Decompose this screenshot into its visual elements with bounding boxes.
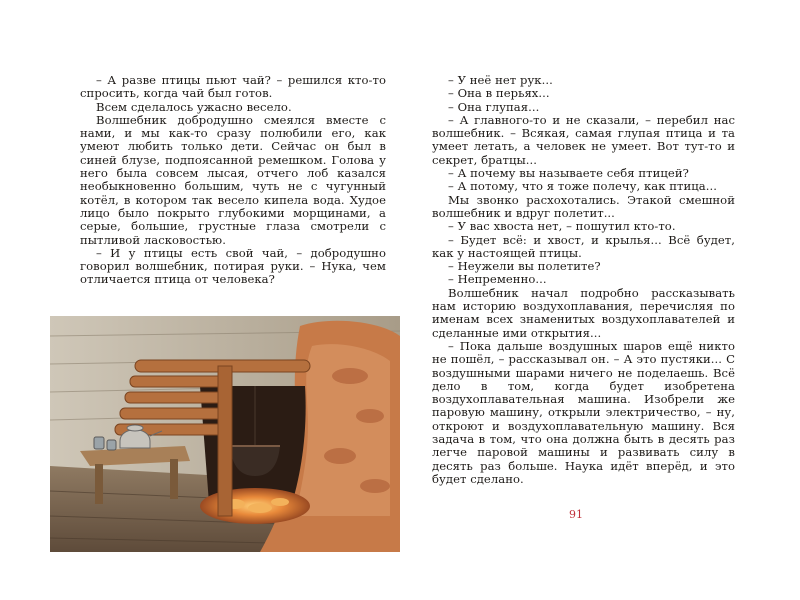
paragraph: – И у птицы есть свой чай, – добродушно говорил волшебник, потирая руки. – Нука, чем отличается птица от человека? [80,245,386,287]
page-number: 91 [569,508,583,521]
fireplace-illustration [50,316,400,552]
paragraph: Всем сделалось ужасно весело. [96,99,292,114]
paragraph: – У вас хвоста нет, – пошутил кто-то. [448,219,676,234]
paragraph: – А главного-то и не сказали, – перебил нас волшебник. – Всякая, самая глупая птица и та умеет летать, а человек не умеет. Вот тут-то и секрет, братцы... [432,112,735,167]
paragraph: Волшебник начал подробно рассказывать нам историю воздухоплавания, перечисляя по именам всех знаменитых воздухоплавателей и сделанные ими открытия... [432,285,735,340]
paragraph: – Неужели вы полетите? [448,259,601,274]
left-page [50,48,400,552]
paragraph: – Будет всё: и хвост, и крылья... Всё будет, как у настоящей птицы. [432,232,735,260]
paragraph: – Пока дальше воздушных шаров ещё никто не пошёл, – рассказывал он. – А это пустяки... С воздушными шарами ничего не поделаешь. Всё дело в том, когда будет изобретена воздухоплавательная машина. Изобрели же паровую машину, открыли электричество, – ну, откроют и воздухоплавательную машину. Вся задача в том, что она должна быть в десять раз легче паровой машины и развивать силу в десять раз больше. Наука идёт вперёд, и это будет сделано. [432,338,735,486]
fireplace-illustration-svg [50,316,400,552]
paragraph: – Непременно... [448,272,547,287]
paragraph: – У неё нет рук... [448,73,553,87]
paragraph: – А почему вы называете себя птицей? [448,166,689,181]
paragraph: – Она в перьях... [448,86,550,101]
paragraph: – Она глупая... [448,99,540,114]
paragraph: – А разве птицы пьют чай? – решился кто-то спросить, когда чай был готов. [80,73,386,101]
paragraph: – А потому, что я тоже полечу, как птица... [448,179,717,194]
paragraph: Мы звонко расхохотались. Этакой смешной волшебник и вдруг полетит... [432,192,735,220]
paragraph: Волшебник добродушно смеялся вместе с нами, и мы как-то сразу полюбили его, как умеют любить только дети. Сейчас он был в синей блузе, подпоясанной ремешком. Голова у него была совсем лысая, отчего лоб казался необыкновенно большим, чуть не с чугунный котёл, в котором так весело кипела вода. Худое лицо было покрыто глубокими морщинами, а серые, большие, грустные глаза смотрели с пытливой ласковостью. [80,112,386,247]
right-page [402,48,752,552]
left-page-text [80,74,386,287]
right-page-text [432,74,735,486]
